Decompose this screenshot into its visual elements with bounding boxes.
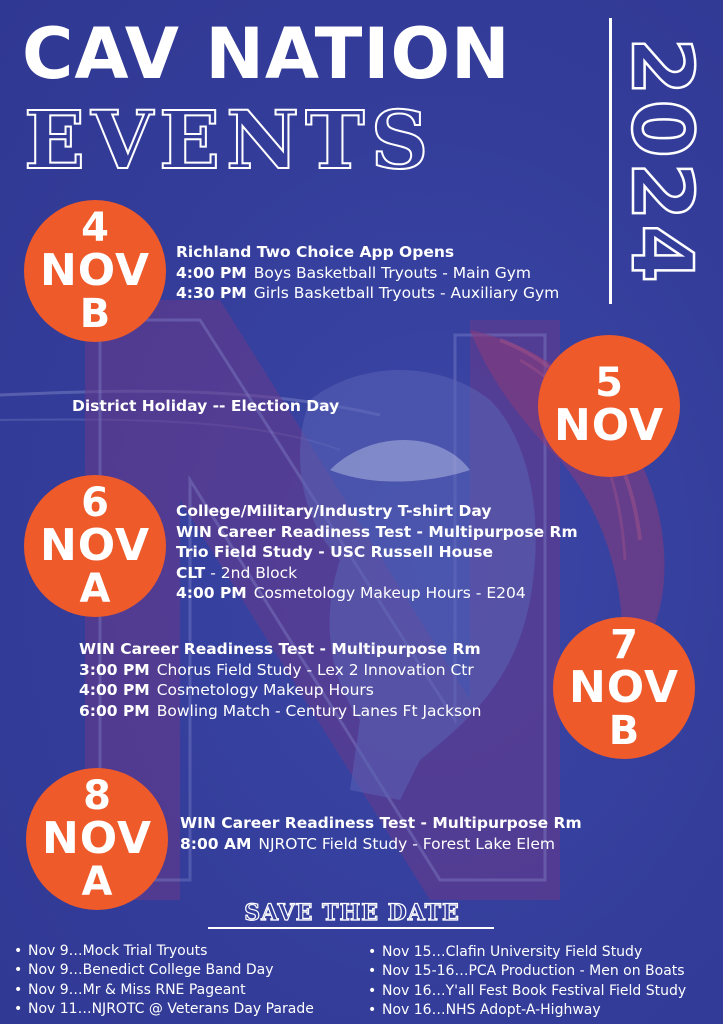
event-line xyxy=(180,834,582,855)
date-badge-nov-5 xyxy=(538,335,680,477)
date-badge-nov-4 xyxy=(24,200,166,342)
date-month: NOV xyxy=(39,245,151,296)
event-line: College/Military/Industry T-shirt Day xyxy=(176,502,492,520)
event-line: WIN Career Readiness Test - Multipurpose Rm xyxy=(180,814,582,832)
event-line xyxy=(79,701,481,722)
save-the-date-underline xyxy=(208,927,494,929)
date-day: 8 xyxy=(83,773,111,819)
date-day: 6 xyxy=(81,480,109,526)
date-badge-nov-6 xyxy=(24,475,166,617)
events-nov-8 xyxy=(180,813,582,854)
event-line: WIN Career Readiness Test - Multipurpose Rm xyxy=(176,522,578,541)
year-label: 2024 xyxy=(613,37,711,287)
list-item: • Nov 9…Mock Trial Tryouts xyxy=(12,942,314,961)
events-nov-5 xyxy=(72,396,339,417)
date-badge-nov-7 xyxy=(553,617,695,759)
events-nov-7 xyxy=(79,639,481,721)
date-month: NOV xyxy=(41,813,153,864)
ab-day: A xyxy=(81,859,113,905)
event-time: 3:00 PM xyxy=(79,660,150,679)
event-time: 4:00 PM xyxy=(79,681,150,699)
event-time: 8:00 AM xyxy=(180,834,252,853)
event-description: Bowling Match - Century Lanes Ft Jackson xyxy=(156,701,482,720)
list-item: • Nov 9…Benedict College Band Day xyxy=(12,961,314,980)
date-day: 5 xyxy=(595,360,623,406)
list-item: • Nov 11…NJROTC @ Veterans Day Parade xyxy=(12,1000,314,1019)
ab-day: B xyxy=(79,291,111,337)
event-line xyxy=(176,283,559,304)
save-the-date-list-right xyxy=(366,943,686,1020)
events-nov-4 xyxy=(176,242,559,304)
event-description: Chorus Field Study - Lex 2 Innovation Ctr xyxy=(156,660,474,679)
event-time: 4:30 PM xyxy=(176,284,247,302)
events-nov-6 xyxy=(176,501,578,604)
date-month: NOV xyxy=(568,662,680,713)
event-description: Boys Basketball Tryouts - Main Gym xyxy=(253,263,532,282)
date-badge-nov-8 xyxy=(26,768,168,910)
event-line xyxy=(79,660,481,681)
event-line: Richland Two Choice App Opens xyxy=(176,243,455,261)
event-line xyxy=(79,680,481,701)
event-description: Cosmetology Makeup Hours - E204 xyxy=(253,584,526,602)
date-day: 4 xyxy=(81,205,109,251)
event-time: 6:00 PM xyxy=(79,701,150,720)
event-time: 4:00 PM xyxy=(176,584,247,602)
event-line xyxy=(176,263,559,284)
date-month: NOV xyxy=(39,520,151,571)
poster-title: CAV NATION xyxy=(22,13,511,95)
date-day: 7 xyxy=(610,622,638,668)
save-the-date-list-left xyxy=(12,942,314,1019)
event-line xyxy=(176,563,578,584)
poster-subtitle: EVENTS xyxy=(24,93,435,187)
event-line: Trio Field Study - USC Russell House xyxy=(176,543,493,561)
ab-day: A xyxy=(79,566,111,612)
list-item: • Nov 15-16…PCA Production - Men on Boats xyxy=(366,962,686,981)
event-time: 4:00 PM xyxy=(176,263,247,282)
date-month: NOV xyxy=(553,400,665,451)
event-line: WIN Career Readiness Test - Multipurpose Rm xyxy=(79,640,481,658)
event-description: Girls Basketball Tryouts - Auxiliary Gym xyxy=(253,284,560,302)
event-description: - 2nd Block xyxy=(210,563,298,582)
title-divider xyxy=(609,18,612,304)
list-item: • Nov 15…Clafin University Field Study xyxy=(366,943,686,962)
event-description: NJROTC Field Study - Forest Lake Elem xyxy=(258,834,555,853)
list-item: • Nov 9…Mr & Miss RNE Pageant xyxy=(12,981,314,1000)
list-item: • Nov 16…NHS Adopt-A-Highway xyxy=(366,1001,686,1020)
event-line: District Holiday -- Election Day xyxy=(72,397,340,415)
ab-day: B xyxy=(608,708,640,754)
event-description: Cosmetology Makeup Hours xyxy=(156,681,374,699)
event-time: CLT xyxy=(176,563,206,582)
event-line xyxy=(176,583,578,604)
list-item: • Nov 16…Y'all Fest Book Festival Field Study xyxy=(366,982,686,1001)
save-the-date-heading: SAVE THE DATE xyxy=(244,900,460,926)
